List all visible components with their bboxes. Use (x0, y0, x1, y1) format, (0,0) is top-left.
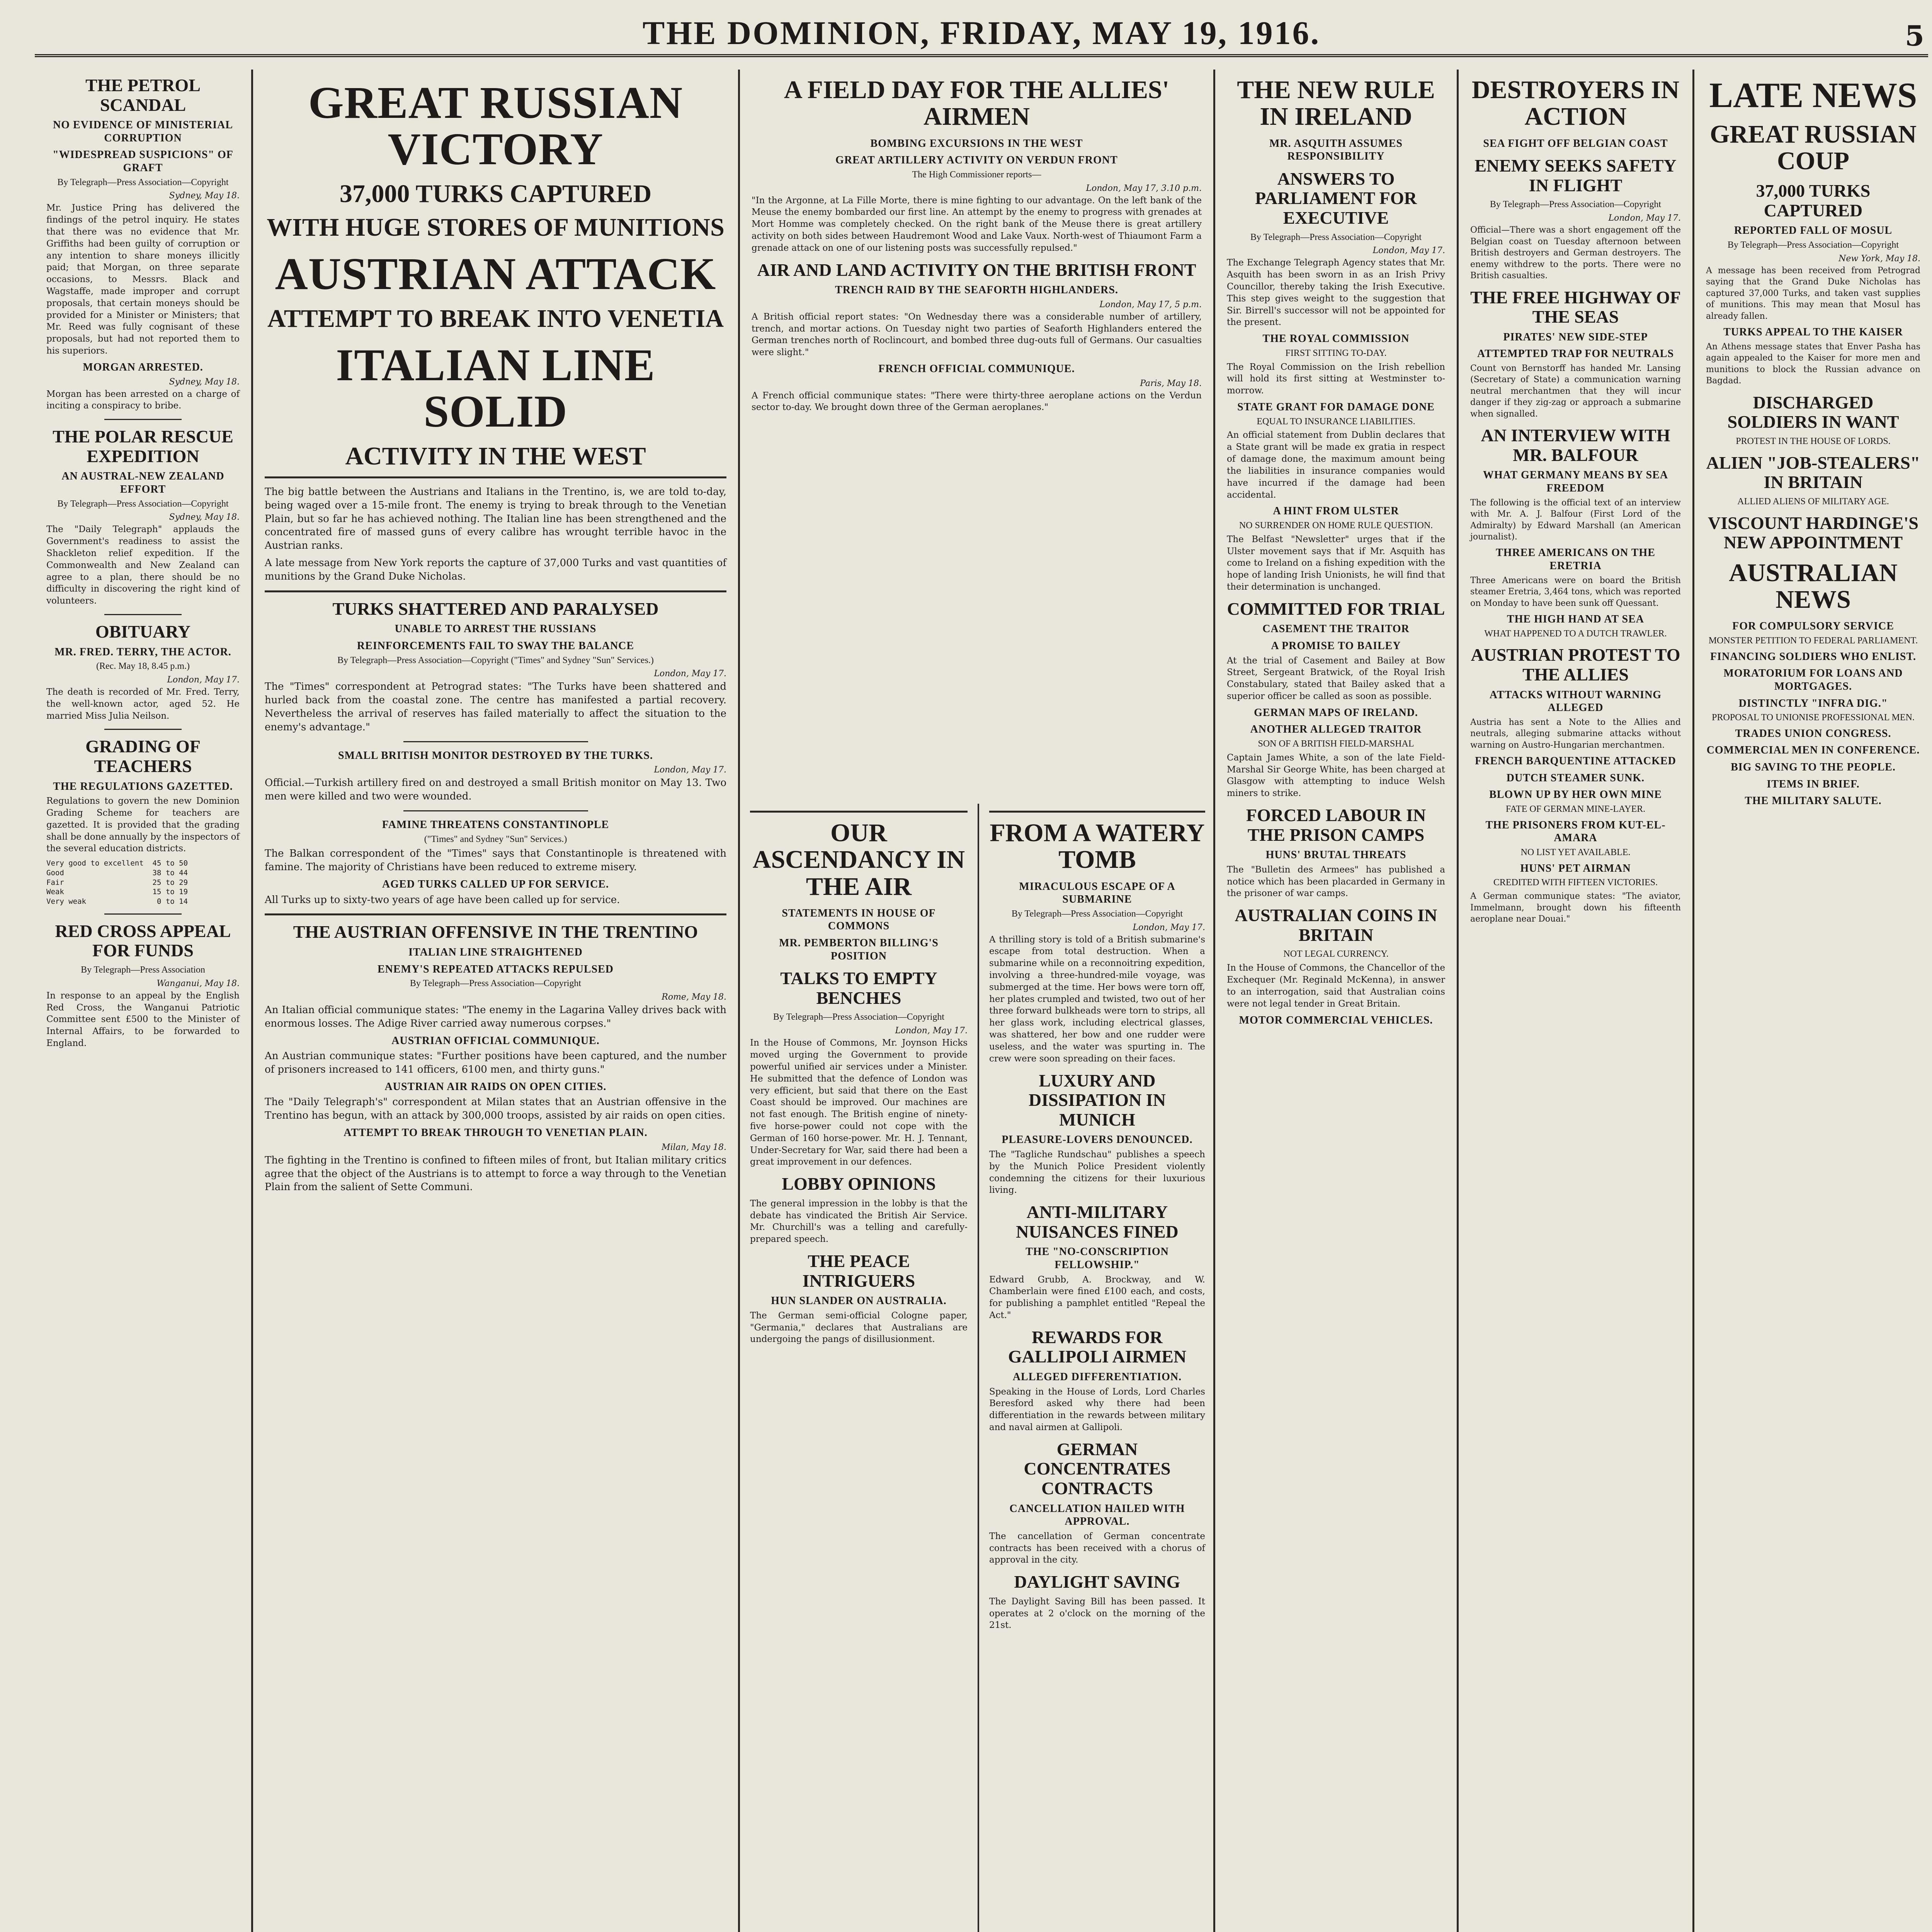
divider (104, 419, 182, 420)
article-body: "In the Argonne, at La Fille Morte, there is mine fighting to our advantage. On the left bank of the Meuse the enemy bombarded our first line. An attempt by the enemy to progress with grenades at Mort Homme was completely checked. On the right bank of the Meuse there is great artillery activity on both sides between Haudremont Wood and Lake Vaux. North-west of Thiaumont Farm a grenade attack on one of our listening posts was successfully repulsed." (752, 195, 1202, 253)
subheadline: ITEMS IN BRIEF. (1767, 778, 1860, 790)
article-body: The Belfast "Newsletter" urges that if the Ulster movement says that if Mr. Asquith has come to Ireland on a fishing expedition with the hope of landing Irish Unionists, he will find that their determination is unchanged. (1227, 534, 1445, 592)
headline: THE AUSTRIAN OFFENSIVE IN THE TRENTINO (293, 922, 698, 942)
subheadline: ALLEGED DIFFERENTIATION. (1012, 1371, 1182, 1383)
credit-line: By Telegraph—Press Association—Copyright (57, 177, 229, 187)
article-body: Regulations to govern the new Dominion Grading Scheme for teachers are gazetted. It is provided that the grading shall be done annually by the inspectors of the several education districts. (46, 796, 240, 854)
dateline: Wanganui, May 18. (156, 978, 240, 988)
subheadline: GREAT ARTILLERY ACTIVITY ON VERDUN FRONT (835, 154, 1118, 167)
subheadline: PIRATES' NEW SIDE-STEP (1503, 331, 1648, 343)
headline: A FIELD DAY FOR THE ALLIES' AIRMEN (784, 76, 1170, 131)
column-6 (1692, 70, 1932, 1932)
headline: RED CROSS APPEAL FOR FUNDS (55, 921, 231, 961)
subheadline: A HINT FROM ULSTER (1273, 505, 1399, 517)
headline: 37,000 TURKS CAPTURED (339, 179, 652, 208)
column-3b (978, 804, 1213, 1932)
article-body: A British official report states: "On Wednesday there was a considerable number of artillery, trench, and mortar actions. On Tuesday night two parties of Seaforth Highlanders entered the German trenches north of Roclincourt, and bombed three dug-outs full of Germans. Our casualties were slight." (752, 311, 1202, 358)
dateline: London, May 17, 3.10 p.m. (1086, 183, 1202, 193)
subheadline: CREDITED WITH FIFTEEN VICTORIES. (1493, 878, 1658, 888)
subheadline: THE MILITARY SALUTE. (1745, 795, 1882, 807)
summary-body: A late message from New York reports the capture of 37,000 Turks and vast quantities of munitions by the Grand Duke Nicholas. (265, 557, 726, 582)
credit-line: By Telegraph—Press Association—Copyright (1490, 199, 1662, 210)
article-body: The cancellation of German concentrate contracts has been received with a chorus of approval in the city. (989, 1531, 1205, 1565)
headline: DISCHARGED SOLDIERS IN WANT (1727, 392, 1899, 432)
subheadline: WHAT GERMANY MEANS BY SEA FREEDOM (1483, 469, 1668, 495)
headline: AUSTRALIAN COINS IN BRITAIN (1235, 905, 1437, 945)
column-5 (1457, 70, 1692, 1932)
divider (265, 590, 726, 592)
article-body: A thrilling story is told of a British submarine's escape from total destruction. When a submarine while on a reconnoitring expedition, involving a three-hundred-mile voyage, was submerged at the time. Her bows were torn off, her plates crumpled and twisted, two out of her three forward bulkheads were torn to strips, all her glass work, including electrical glasses, was shattered, her bow and one rudder were useless, and the water was spurting in. The crew were soon spreading on their faces. (989, 934, 1205, 1064)
subheadline: SON OF A BRITISH FIELD-MARSHAL (1258, 739, 1414, 749)
divider (750, 811, 968, 813)
divider (104, 614, 182, 615)
article-body: The German semi-official Cologne paper, "Germania," declares that Australians are undergoing the pangs of disillusionment. (750, 1310, 968, 1345)
headline: THE POLAR RESCUE EXPEDITION (53, 427, 233, 466)
headline: 37,000 TURKS CAPTURED (1756, 181, 1871, 220)
credit-line: By Telegraph—Press Association—Copyright (1011, 908, 1183, 919)
article-body: Official.—Turkish artillery fired on and destroyed a small British monitor on May 13. Two men were killed and two were wounded. (265, 777, 726, 803)
credit-line: ("Times" and Sydney "Sun" Services.) (424, 834, 567, 844)
subheadline: THREE AMERICANS ON THE ERETRIA (1496, 547, 1655, 572)
article-body: The Daylight Saving Bill has been passed. It operates at 2 o'clock on the morning of the 21st. (989, 1596, 1205, 1631)
subheadline: BOMBING EXCURSIONS IN THE WEST (870, 137, 1083, 150)
credit-line: (Rec. May 18, 8.45 p.m.) (96, 661, 190, 672)
headline: LOBBY OPINIONS (782, 1174, 936, 1194)
dateline: London, May 17. (654, 669, 726, 679)
subheadline: FATE OF GERMAN MINE-LAYER. (1505, 804, 1646, 815)
subheadline: SMALL BRITISH MONITOR DESTROYED BY THE TURKS. (338, 749, 653, 762)
main-headline: GREAT RUSSIAN VICTORY (308, 77, 683, 175)
subheadline: FOR COMPULSORY SERVICE (1732, 620, 1894, 633)
masthead-title: THE DOMINION, FRIDAY, MAY 19, 1916. (642, 14, 1321, 51)
article-body: The "Daily Telegraph" applauds the Government's readiness to assist the Shackleton relief expedition. If the Commonwealth and New Zealand can agree to a plan, there should be no difficulty in discovering the right kind of volunteers. (46, 524, 240, 606)
subheadline: TRADES UNION CONGRESS. (1735, 727, 1891, 740)
dateline: London, May 17. (167, 675, 240, 685)
headline: TURKS SHATTERED AND PARALYSED (332, 599, 659, 619)
page-number: 5 (1905, 19, 1924, 52)
divider (265, 913, 726, 915)
article-body: Austria has sent a Note to the Allies and neutrals, alleging submarine attacks without warning on Austro-Hungarian merchantmen. (1470, 717, 1681, 750)
headline: COMMITTED FOR TRIAL (1227, 599, 1445, 619)
dateline: Rome, May 18. (662, 992, 726, 1002)
subheadline: MIRACULOUS ESCAPE OF A SUBMARINE (1019, 880, 1175, 906)
headline: AN INTERVIEW WITH MR. BALFOUR (1481, 425, 1670, 465)
subheadline: COMMERCIAL MEN IN CONFERENCE. (1706, 744, 1920, 757)
column-4 (1213, 70, 1457, 1932)
subheadline: ATTEMPTED TRAP FOR NEUTRALS (1477, 348, 1674, 360)
headline: DESTROYERS IN ACTION (1471, 76, 1680, 131)
dateline: Sydney, May 18. (169, 512, 240, 522)
subheadline: ATTEMPT TO BREAK THROUGH TO VENETIAN PLAIN. (344, 1127, 648, 1139)
article-body: Edward Grubb, A. Brockway, and W. Chamberlain were fined £100 each, and costs, for publishing a pamphlet entitled "Repeal the Act." (989, 1274, 1205, 1320)
article-body: The Royal Commission on the Irish rebellion will hold its first sitting at Westminster to-morrow. (1227, 362, 1445, 396)
headline: THE FREE HIGHWAY OF THE SEAS (1470, 287, 1681, 327)
article-body: Morgan has been arrested on a charge of inciting a conspiracy to bribe. (46, 389, 240, 411)
article-body: The "Tagliche Rundschau" publishes a speech by the Munich Police President violently condemning the citizens for their luxurious living. (989, 1149, 1205, 1196)
subheadline: AN AUSTRAL-NEW ZEALAND EFFORT (61, 470, 224, 495)
subheadline: UNABLE TO ARREST THE RUSSIANS (395, 623, 597, 635)
dateline: Sydney, May 18. (169, 191, 240, 201)
subheadline: ANOTHER ALLEGED TRAITOR (1250, 723, 1422, 736)
subheadline: WHAT HAPPENED TO A DUTCH TRAWLER. (1484, 628, 1667, 639)
credit-line: By Telegraph—Press Association (81, 964, 205, 975)
headline: AUSTRALIAN NEWS (1729, 558, 1898, 614)
article-body: Mr. Justice Pring has delivered the findings of the petrol inquiry. He states that there was no evidence that Mr. Griffiths had been guilty of corruption or any intention to share moneys illicitly paid; that Morgan, on three separate occasions, to Messrs. Black and Wagstaffe, made improper and corrupt proposals, that certain moneys should be provided for a Minister or Ministers; that Mr. Reed was fully cognisant of these proposals, but had not reported them to his superiors. (46, 203, 240, 356)
article-body: Speaking in the House of Lords, Lord Charles Beresford asked why there had been differentiation in the rewards between military and naval airmen at Gallipoli. (989, 1386, 1205, 1432)
subheadline: NOT LEGAL CURRENCY. (1283, 949, 1389, 959)
subheadline: FRENCH BARQUENTINE ATTACKED (1475, 755, 1676, 767)
headline: VISCOUNT HARDINGE'S NEW APPOINTMENT (1708, 513, 1918, 553)
headline: ACTIVITY IN THE WEST (345, 442, 646, 470)
headline: TALKS TO EMPTY BENCHES (780, 968, 937, 1008)
masthead (35, 12, 1928, 57)
subheadline: "WIDESPREAD SUSPICIONS" OF GRAFT (53, 149, 233, 174)
subheadline: AGED TURKS CALLED UP FOR SERVICE. (382, 878, 609, 890)
subheadline: MR. ASQUITH ASSUMES RESPONSIBILITY (1269, 137, 1403, 163)
subheadline: NO EVIDENCE OF MINISTERIAL CORRUPTION (53, 119, 233, 144)
subheadline: PROPOSAL TO UNIONISE PROFESSIONAL MEN. (1712, 713, 1915, 723)
article-body: A French official communique states: "There were thirty-three aeroplane actions on the Verdun sector to-day. We brought down three of the German aeroplanes." (752, 390, 1202, 413)
subheadline: DUTCH STEAMER SUNK. (1506, 772, 1645, 784)
subheadline: AUSTRIAN OFFICIAL COMMUNIQUE. (391, 1034, 600, 1047)
divider (265, 476, 726, 478)
divider (403, 741, 588, 742)
summary-body: The big battle between the Austrians and Italians in the Trentino, is, we are told to-day, being waged over a 15-mile front. The enemy is trying to break through to the Venetian Plain, but so far he has achieved nothing. The Italian line has been strengthened and the concentrated fire of massed guns of every calibre has wrought terrible havoc in the Austrian ranks. (265, 486, 726, 552)
article-body: An Austrian communique states: "Further positions have been captured, and the number of prisoners increased to 141 officers, 6100 men, and thirty guns." (265, 1050, 726, 1076)
dateline: London, May 17, 5 p.m. (1099, 299, 1202, 310)
article-body: The Exchange Telegraph Agency states that Mr. Asquith has been sworn in as an Irish Privy Councillor, thereby taking the Irish Executive. This step gives weight to the suggestion that Sir. Birrell's successor will not be appointed for the present. (1227, 258, 1445, 328)
article-body: Official—There was a short engagement off the Belgian coast on Tuesday afternoon between British destroyers and German destroyers. The enemy withdrew to the ports. There were no British casualties. (1470, 225, 1681, 281)
credit-line: By Telegraph—Press Association—Copyright ("Times" and Sydney "Sun" Services.) (337, 655, 654, 665)
headline: LATE NEWS (1709, 75, 1917, 115)
subheadline: STATEMENTS IN HOUSE OF COMMONS (782, 907, 936, 932)
dateline: London, May 17. (895, 1026, 968, 1036)
dateline: Paris, May 18. (1140, 378, 1202, 388)
subheadline: MR. FRED. TERRY, THE ACTOR. (54, 646, 231, 658)
subheadline: FIRST SITTING TO-DAY. (1285, 348, 1387, 358)
subheadline: THE "NO-CONSCRIPTION FELLOWSHIP." (1026, 1246, 1169, 1271)
subheadline: TURKS APPEAL TO THE KAISER (1723, 326, 1903, 338)
article-body: Three Americans were on board the British steamer Eretria, 3,464 tons, which was reported on Monday to have been sunk off Quessant. (1470, 575, 1681, 608)
subheadline: DISTINCTLY "INFRA DIG." (1738, 697, 1888, 709)
subheadline: PROTEST IN THE HOUSE OF LORDS. (1736, 436, 1891, 446)
subheadline: THE PRISONERS FROM KUT-EL-AMARA (1485, 819, 1666, 844)
subheadline: TRENCH RAID BY THE SEAFORTH HIGHLANDERS. (835, 284, 1118, 296)
subheadline: A PROMISE TO BAILEY (1271, 639, 1401, 652)
subheadline: NO LIST YET AVAILABLE. (1520, 847, 1631, 858)
headline: DAYLIGHT SAVING (1014, 1572, 1180, 1592)
article-body: At the trial of Casement and Bailey at Bow Street, Sergeant Bratwick, of the Royal Irish Constabulary, stated that Bailey asked that a superior officer be called as soon as possible. (1227, 655, 1445, 701)
headline: THE PETROL SCANDAL (85, 75, 201, 115)
subheadline: REPORTED FALL OF MOSUL (1734, 224, 1893, 237)
headline: AUSTRIAN PROTEST TO THE ALLIES (1471, 645, 1680, 685)
subheadline: ALLIED ALIENS OF MILITARY AGE. (1737, 496, 1889, 507)
headline: FORCED LABOUR IN THE PRISON CAMPS (1246, 805, 1426, 845)
dateline: Milan, May 18. (662, 1142, 726, 1152)
headline: ENEMY SEEKS SAFETY IN FLIGHT (1475, 156, 1677, 195)
article-body: Captain James White, a son of the late Field-Marshal Sir George White, has been charged at Glasgow with attempting to induce Welsh miners to strike. (1227, 752, 1445, 799)
subheadline: ATTACKS WITHOUT WARNING ALLEGED (1489, 689, 1662, 714)
subheadline: HUNS' PET AIRMAN (1520, 862, 1631, 874)
subheadline: HUN SLANDER ON AUSTRALIA. (771, 1295, 947, 1307)
divider (104, 913, 182, 915)
headline: ALIEN "JOB-STEALERS" IN BRITAIN (1706, 452, 1920, 492)
headline: WITH HUGE STORES OF MUNITIONS (267, 213, 724, 242)
subheadline: EQUAL TO INSURANCE LIABILITIES. (1257, 416, 1415, 427)
article-body: A message has been received from Petrograd saying that the Grand Duke Nicholas has captured 37,000 Turks, and taken vast supplies of munitions. This may mean that Mosul has already fallen. (1706, 265, 1920, 321)
divider (403, 810, 588, 811)
dateline: London, May 17. (654, 765, 726, 775)
dateline: London, May 17. (1133, 922, 1205, 932)
headline: REWARDS FOR GALLIPOLI AIRMEN (1008, 1327, 1187, 1367)
column-2 (251, 70, 738, 1932)
article-body: The general impression in the lobby is that the debate has vindicated the British Air Service. Mr. Churchill's was a telling and carefully-prepared speech. (750, 1198, 968, 1245)
subheadline: MR. PEMBERTON BILLING'S POSITION (779, 937, 939, 962)
subheadline: CANCELLATION HAILED WITH APPROVAL. (1009, 1502, 1185, 1528)
article-body: The "Bulletin des Armees" has published a notice which has been placarded in Germany in the prisoner of war camps. (1227, 864, 1445, 899)
subheadline: MONSTER PETITION TO FEDERAL PARLIAMENT. (1708, 635, 1918, 646)
subheadline: REINFORCEMENTS FAIL TO SWAY THE BALANCE (357, 639, 634, 652)
article-body: In response to an appeal by the English Red Cross, the Wanganui Patriotic Committee sent £500 to the Minister of Internal Affairs, to be forwarded to England. (46, 990, 240, 1048)
column-3 (738, 70, 1213, 1932)
main-headline: ITALIAN LINE SOLID (336, 339, 655, 437)
grading-table: Very good to excellent 45 to 50 Good 38 to 44 Fair 25 to 29 Weak 15 to 19 Very weak 0 to 14 (46, 859, 188, 906)
subheadline: HUNS' BRUTAL THREATS (1265, 849, 1406, 861)
credit-line: The High Commissioner reports— (912, 169, 1041, 180)
credit-line: By Telegraph—Press Association—Copyright (1250, 232, 1422, 242)
dateline: London, May 17. (1372, 246, 1445, 256)
headline: THE NEW RULE IN IRELAND (1237, 76, 1435, 131)
headline: THE PEACE INTRIGUERS (802, 1251, 915, 1291)
headline: FROM A WATERY TOMB (990, 819, 1205, 874)
subheadline: BIG SAVING TO THE PEOPLE. (1731, 761, 1896, 774)
article-body: The "Times" correspondent at Petrograd states: "The Turks have been shattered and hurled back from the coastal zone. The centre has manifested a partial recovery. Nevertheless the arrival of reserves has failed materially to affect the situation to the enemy's advantage." (265, 681, 726, 733)
dateline: New York, May 18. (1838, 253, 1920, 264)
subheadline: FRENCH OFFICIAL COMMUNIQUE. (878, 363, 1075, 375)
article-body: All Turks up to sixty-two years of age have been called up for service. (265, 894, 620, 906)
article-body: An official statement from Dublin declares that a State grant will be made ex gratia in respect of damage done, the maximum amount being the liabilities in insurance companies would have incurred if the damage had been accidental. (1227, 430, 1445, 500)
credit-line: By Telegraph—Press Association—Copyright (773, 1012, 945, 1022)
dateline: London, May 17. (1608, 213, 1681, 223)
column-1 (35, 70, 251, 1932)
column-3a (740, 804, 978, 1932)
subheadline: THE ROYAL COMMISSION (1262, 333, 1410, 345)
subheadline: MORGAN ARRESTED. (83, 361, 203, 373)
subheadline: NO SURRENDER ON HOME RULE QUESTION. (1239, 520, 1433, 531)
subheadline: PLEASURE-LOVERS DENOUNCED. (1002, 1134, 1193, 1146)
divider (104, 729, 182, 730)
dateline: Sydney, May 18. (169, 377, 240, 387)
article-body: The death is recorded of Mr. Fred. Terry, the well-known actor, aged 52. He married Miss Julia Neilson. (46, 687, 240, 721)
subheadline: ENEMY'S REPEATED ATTACKS REPULSED (378, 963, 614, 975)
subheadline: THE HIGH HAND AT SEA (1507, 613, 1645, 626)
subheadline: THE REGULATIONS GAZETTED. (53, 780, 233, 793)
divider (989, 811, 1205, 813)
headline: ATTEMPT TO BREAK INTO VENETIA (267, 304, 724, 333)
article-body: In the House of Commons, the Chancellor of the Exchequer (Mr. Reginald McKenna), in answer to an interrogation, said that Australian coins were not legal tender in Great Britain. (1227, 963, 1445, 1009)
subheadline: STATE GRANT FOR DAMAGE DONE (1237, 401, 1435, 413)
article-body: A German communique states: "The aviator, Immelmann, brought down his fifteenth aeroplane near Douai." (1470, 891, 1681, 924)
article-body: An Italian official communique states: "The enemy in the Lagarina Valley drives back with enormous losses. The Adige River carried away numerous corpses." (265, 1004, 726, 1029)
subheadline: ITALIAN LINE STRAIGHTENED (408, 946, 583, 958)
subheadline: FAMINE THREATENS CONSTANTINOPLE (382, 818, 609, 831)
article-body: The fighting in the Trentino is confined to fifteen miles of front, but Italian military critics agree that the object of the Austrians is to attempt to force a way through to the Venetian Plain from the salient of Sette Communi. (265, 1154, 726, 1193)
article-body: The "Daily Telegraph's" correspondent at Milan states that an Austrian offensive in the Trentino has begun, with an attack by 300,000 troops, assisted by air raids on open cities. (265, 1096, 726, 1122)
article-body: The Balkan correspondent of the "Times" says that Constantinople is threatened with famine. The majority of Christians have been reduced to extreme misery. (265, 848, 726, 873)
subheadline: MORATORIUM FOR LOANS AND MORTGAGES. (1723, 667, 1903, 692)
article-body: The following is the official text of an interview with Mr. A. J. Balfour (First Lord of the Admiralty) by Edward Marshall (an American journalist). (1470, 498, 1681, 542)
article-body: In the House of Commons, Mr. Joynson Hicks moved urging the Government to provide powerful unified air services under a Minister. He submitted that the defence of London was very efficient, but said that there on the East Coast should be improved. Our machines are not fast enough. The British engine of ninety-five horse-power could not cope with the German of 160 horse-power. Mr. H. J. Tennant, Under-Secretary for War, said there had been a great improvement in our defences. (750, 1038, 968, 1167)
subheadline: CASEMENT THE TRAITOR (1262, 623, 1410, 635)
headline: AIR AND LAND ACTIVITY ON THE BRITISH FRONT (757, 260, 1196, 280)
headline: OUR ASCENDANCY IN THE AIR (752, 819, 965, 901)
credit-line: By Telegraph—Press Association—Copyright (410, 978, 582, 989)
subheadline: AUSTRIAN AIR RAIDS ON OPEN CITIES. (384, 1080, 607, 1093)
headline: OBITUARY (95, 622, 191, 641)
subheadline: GERMAN MAPS OF IRELAND. (1254, 706, 1418, 719)
advertisement: MOTOR COMMERCIAL VEHICLES. (1239, 1014, 1433, 1026)
headline: ANTI-MILITARY NUISANCES FINED (1016, 1202, 1179, 1242)
article-body: Count von Bernstorff has handed Mr. Lansing (Secretary of State) a communication warning neutral merchantmen that they will incur danger if they zig-zag or approach a submarine when signalled. (1470, 363, 1681, 419)
headline: ANSWERS TO PARLIAMENT FOR EXECUTIVE (1255, 168, 1417, 228)
article-body: An Athens message states that Enver Pasha has again appealed to the Kaiser for more men and munitions to block the Russian advance on Bagdad. (1706, 342, 1920, 386)
headline: LUXURY AND DISSIPATION IN MUNICH (1029, 1070, 1166, 1129)
subheadline: FINANCING SOLDIERS WHO ENLIST. (1710, 650, 1917, 663)
main-headline: AUSTRIAN ATTACK (275, 248, 716, 299)
subheadline: BLOWN UP BY HER OWN MINE (1489, 789, 1662, 801)
headline: GREAT RUSSIAN COUP (1710, 120, 1917, 175)
headline: GRADING OF TEACHERS (85, 736, 201, 776)
subheadline: SEA FIGHT OFF BELGIAN COAST (1483, 137, 1668, 150)
credit-line: By Telegraph—Press Association—Copyright (1727, 240, 1899, 250)
credit-line: By Telegraph—Press Association—Copyright (57, 498, 229, 509)
headline: GERMAN CONCENTRATES CONTRACTS (1024, 1439, 1171, 1498)
